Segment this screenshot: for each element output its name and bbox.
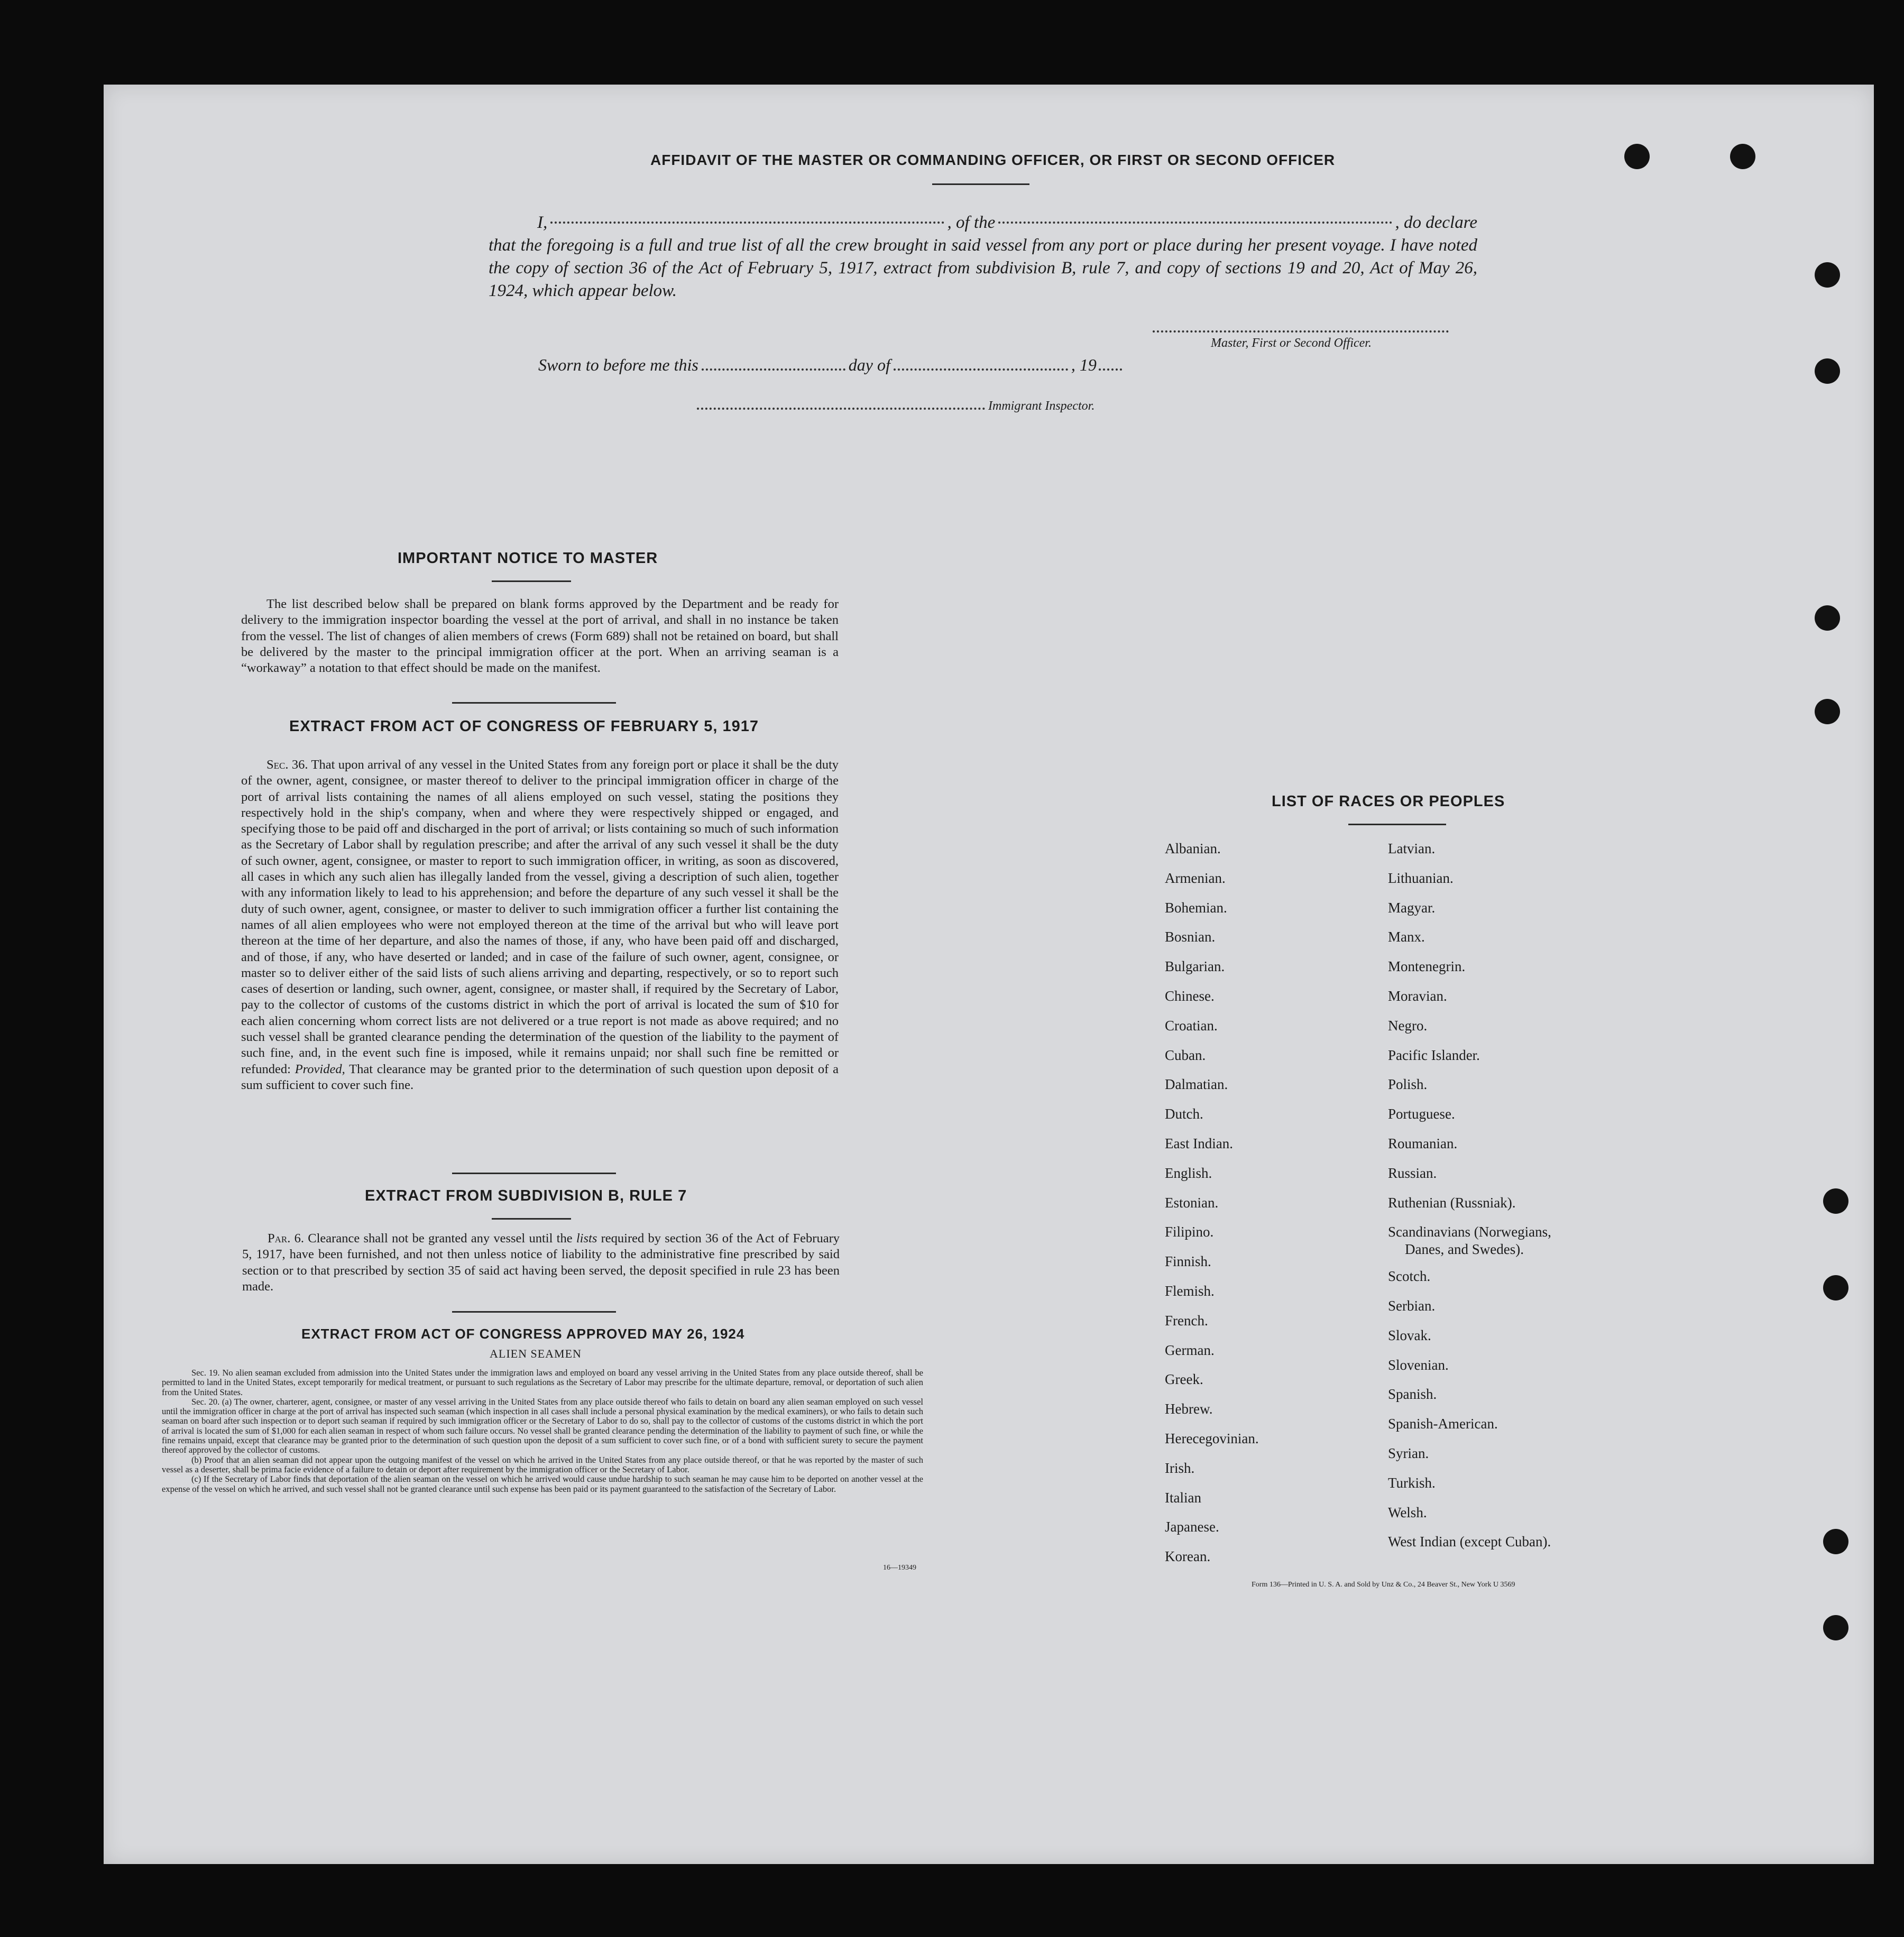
sec-20c: (c) If the Secretary of Labor finds that deportation of the alien seaman on the vessel on which he arrived would cause undue hardship to such seaman he may cause him to be deported on another vessel at the expense of the vessel on which he arrived, and such vessel shall not be granted clearance until such expense has been paid or its payment guaranteed to the satisfaction of the Secretary of Labor.	[162, 1474, 923, 1494]
master-signature-label: Master, First or Second Officer.	[1211, 336, 1372, 350]
declaration-do-declare: , do declare	[1395, 213, 1477, 232]
race-item: Albanian.	[1165, 841, 1221, 856]
rule-7-title: EXTRACT FROM SUBDIVISION B, RULE 7	[365, 1187, 687, 1204]
race-item: East Indian.	[1165, 1136, 1233, 1151]
punch-hole	[1815, 262, 1840, 288]
race-item: Negro.	[1388, 1018, 1428, 1034]
race-item: Finnish.	[1165, 1253, 1211, 1269]
divider	[932, 183, 1029, 185]
races-title: LIST OF RACES OR PEOPLES	[1272, 793, 1505, 810]
year-blank[interactable]	[1099, 368, 1122, 371]
month-blank[interactable]	[894, 368, 1068, 371]
race-item: French.	[1165, 1313, 1208, 1329]
act-1917-body	[241, 757, 839, 1093]
declaration-body: that the foregoing is a full and true list of all the crew brought in said vessel from any port or place during her present voyage. I have noted the copy of section 36 of the Act of February 5, 1917, extract from subdivision B, rule 7, and copy of sections 19 and 20, Act of May 26, 1924, which appear below.	[489, 236, 1477, 300]
declaration-text	[489, 211, 1477, 302]
race-item: Korean.	[1165, 1548, 1211, 1564]
vessel-blank[interactable]	[998, 222, 1392, 224]
divider	[1348, 824, 1446, 825]
punch-hole	[1823, 1529, 1848, 1554]
race-item: Scotch.	[1388, 1268, 1431, 1284]
divider	[452, 702, 616, 704]
race-item: Spanish.	[1388, 1386, 1437, 1402]
race-item: Filipino.	[1165, 1224, 1214, 1240]
sworn-line	[538, 355, 1122, 375]
provided-word: Provided,	[295, 1062, 345, 1076]
race-item: Armenian.	[1165, 870, 1226, 886]
race-item: Cuban.	[1165, 1047, 1206, 1063]
race-item: Greek.	[1165, 1371, 1203, 1387]
par-6-label: Par. 6.	[268, 1231, 305, 1246]
sec-36-text-end: That clearance may be granted prior to the determination of such question upon deposit of a sum sufficient to cover such fine.	[241, 1062, 839, 1092]
race-item: Latvian.	[1388, 841, 1436, 856]
inspector-label: Immigrant Inspector.	[988, 399, 1095, 413]
declaration-of-the: , of the	[947, 213, 996, 232]
divider	[452, 1173, 616, 1174]
inspector-line	[697, 399, 1094, 413]
race-item: Pacific Islander.	[1388, 1047, 1480, 1063]
name-blank[interactable]	[550, 222, 944, 224]
race-item: Croatian.	[1165, 1018, 1218, 1034]
race-item: Slovenian.	[1388, 1357, 1449, 1373]
race-item: Danes, and Swedes).	[1405, 1241, 1524, 1257]
punch-hole	[1815, 699, 1840, 724]
affidavit-title-text: AFFIDAVIT OF THE MASTER OR COMMANDING OFFICER, OR FIRST OR SECOND OFFICER	[650, 152, 1336, 168]
race-item: English.	[1165, 1165, 1212, 1181]
race-item: Roumanian.	[1388, 1136, 1458, 1151]
rule-7-body	[242, 1231, 840, 1295]
race-item: Polish.	[1388, 1076, 1428, 1092]
race-item: Chinese.	[1165, 988, 1215, 1004]
punch-hole	[1815, 605, 1840, 631]
year-prefix: , 19	[1071, 355, 1097, 374]
race-item: Bosnian.	[1165, 929, 1216, 945]
punch-hole	[1815, 358, 1840, 384]
race-item: Welsh.	[1388, 1505, 1427, 1520]
race-item: Portuguese.	[1388, 1106, 1455, 1122]
race-item: Slovak.	[1388, 1327, 1431, 1343]
par-6-text-b: required by section 36 of the Act of February 5, 1917, have been furnished, and not then unless notice of liability to the administrative fine prescribed by said section or to that prescribed by section 35 of said act having been served, the deposit specified in rule 23 has been made.	[242, 1231, 840, 1294]
race-item: Turkish.	[1388, 1475, 1436, 1491]
race-item: Montenegrin.	[1388, 958, 1466, 974]
race-item: Flemish.	[1165, 1283, 1215, 1299]
lists-word: lists	[576, 1231, 597, 1246]
race-item: Herecegovinian.	[1165, 1431, 1259, 1446]
day-blank[interactable]	[702, 368, 845, 371]
par-6-text-a: Clearance shall not be granted any vessel until the	[308, 1231, 573, 1246]
divider	[452, 1311, 616, 1313]
sec-20b: (b) Proof that an alien seaman did not appear upon the outgoing manifest of the vessel on which he arrived in the United States from any place outside thereof, or that he was reported by the master of such vessel as a deserter, shall be prima facie evidence of a failure to detain or deport after requirement by the immigration officer or the Secretary of Labor.	[162, 1454, 923, 1474]
race-item: Scandinavians (Norwegians,	[1388, 1224, 1551, 1240]
sec-19: Sec. 19. No alien seaman excluded from admission into the United States under the immigration laws and employed on board any vessel arriving in the United States from any place outside thereof, shall be permitted to land in the United States, except temporarily for medical treatment, or pursuant to such regulations as the Secretary of Labor may prescribe for the ultimate departure, removal, or deportation of such alien from the United States.	[162, 1368, 923, 1397]
race-item: Dalmatian.	[1165, 1076, 1228, 1092]
punch-hole	[1823, 1188, 1848, 1214]
race-item: Bulgarian.	[1165, 958, 1225, 974]
act-1924-subtitle: ALIEN SEAMEN	[490, 1347, 582, 1360]
act-1924-body	[162, 1368, 923, 1494]
race-item: Magyar.	[1388, 900, 1436, 916]
notice-title: IMPORTANT NOTICE TO MASTER	[398, 550, 658, 567]
sec-20a: Sec. 20. (a) The owner, charterer, agent, consignee, or master of any vessel arriving in the United States from any place outside thereof who fails to detain on board any alien seaman employed on such vessel until the immigration officer in charge at the port of arrival has inspected such seaman (which inspection in all cases shall include a personal physical examination by the medical examiners), or who fails to detain such seaman on board after such inspection or to deport such seaman if required by such immigration officer or the Secretary of Labor to do so, shall pay to the collector of customs of the customs district in which the port of arrival is located the sum of $1,000 for each alien seaman in respect of whom such failure occurs. No vessel shall be granted clearance pending the determination of the liability to payment of such fine, or while the fine remains unpaid, except that clearance may be granted prior to the determination of such question upon the deposit of a sum sufficient to cover such fine, or of a bond with sufficient surety to secure the payment thereof approved by the collector of customs.	[162, 1396, 923, 1455]
sworn-prefix: Sworn to before me this	[538, 355, 698, 374]
act-1924-title: EXTRACT FROM ACT OF CONGRESS APPROVED MAY 26, 1924	[301, 1326, 745, 1342]
act-1917-title: EXTRACT FROM ACT OF CONGRESS OF FEBRUARY 5, 1917	[289, 718, 759, 735]
race-item: Manx.	[1388, 929, 1425, 945]
race-item: Hebrew.	[1165, 1401, 1213, 1417]
notice-paragraph: The list described below shall be prepared on blank forms approved by the Department and be ready for delivery to the immigration inspector boarding the vessel at the port of arrival, and shall in no instance be taken from the vessel. The list of changes of alien members of crews (Form 689) shall not be retained on board, but shall be delivered by the master to the principal immigration officer at the port. When an arriving seaman is a “workaway” a notation to that effect should be made on the manifest.	[241, 597, 839, 676]
divider	[492, 1218, 571, 1220]
day-of-label: day of	[848, 355, 890, 374]
form-code: 16—19349	[883, 1564, 916, 1572]
race-item: West Indian (except Cuban).	[1388, 1534, 1551, 1549]
notice-body	[241, 596, 839, 676]
race-item: Syrian.	[1388, 1445, 1429, 1461]
form-footer: Form 136—Printed in U. S. A. and Sold by Unz & Co., 24 Beaver St., New York U 3569	[1252, 1581, 1515, 1589]
race-item: Italian	[1165, 1490, 1201, 1506]
race-item: Irish.	[1165, 1460, 1195, 1476]
punch-hole	[1823, 1615, 1848, 1640]
race-item: Ruthenian (Russniak).	[1388, 1195, 1516, 1211]
sec-36-text: That upon arrival of any vessel in the United States from any foreign port or place it shall be the duty of the owner, agent, consignee, or master thereof to deliver to the principal immigration officer in charge of the port of arrival lists containing the names of all aliens employed on such vessel, stating the positions they respectively hold in the ship's company, when and where they were respectively shipped or engaged, and specifying those to be paid off and discharged in the port of arrival; or lists containing so much of such information as the Secretary of Labor shall by regulation prescribe; and after the arrival of any such vessel it shall be the duty of such owner, agent, consignee, or master to report to such immigration officer, in writing, as soon as discovered, all cases in which any such alien has illegally landed from the vessel, giving a description of such alien, together with any information likely to lead to his apprehension; and before the departure of any such vessel it shall be the duty of such owner, agent, consignee, or master to deliver to such immigration officer a further list containing the names of all alien employees who were not employed thereon at the time of the arrival but who will leave port thereon at the time of her departure, and also the names of those, if any, who have been paid off and discharged, and of those, if any, who have deserted or landed; and in case of the failure of such owner, agent, consignee, or master so to deliver either of the said lists of such aliens arriving and departing, respectively, or so to report such cases of desertion or landing, such owner, agent, consignee, or master shall, if required by the Secretary of Labor, pay to the collector of customs of the customs district in which the port of arrival is located the sum of $10 for each alien concerning whom correct lists are not delivered or a true report is not made as above required; and no such vessel shall be granted clearance pending the determination of the question of the liability to the payment of such fine, and, in the event such fine is imposed, while it remains unpaid; nor shall such fine be remitted or refunded:	[241, 758, 839, 1076]
race-item: Bohemian.	[1165, 900, 1227, 916]
race-item: Russian.	[1388, 1165, 1437, 1181]
punch-hole	[1823, 1275, 1848, 1300]
punch-hole	[1730, 144, 1755, 169]
declaration-i: I,	[537, 213, 548, 232]
race-item: Dutch.	[1165, 1106, 1203, 1122]
punch-hole	[1624, 144, 1650, 169]
race-item: Lithuanian.	[1388, 870, 1454, 886]
race-item: Serbian.	[1388, 1298, 1436, 1314]
race-item: Spanish-American.	[1388, 1416, 1498, 1432]
race-item: Moravian.	[1388, 988, 1447, 1004]
inspector-signature-blank[interactable]	[697, 408, 985, 410]
race-item: Japanese.	[1165, 1519, 1219, 1535]
race-item: Estonian.	[1165, 1195, 1219, 1211]
race-item: German.	[1165, 1342, 1215, 1358]
master-signature-line[interactable]	[1153, 330, 1449, 333]
divider	[492, 580, 571, 582]
sec-36-label: Sec. 36.	[266, 758, 308, 772]
